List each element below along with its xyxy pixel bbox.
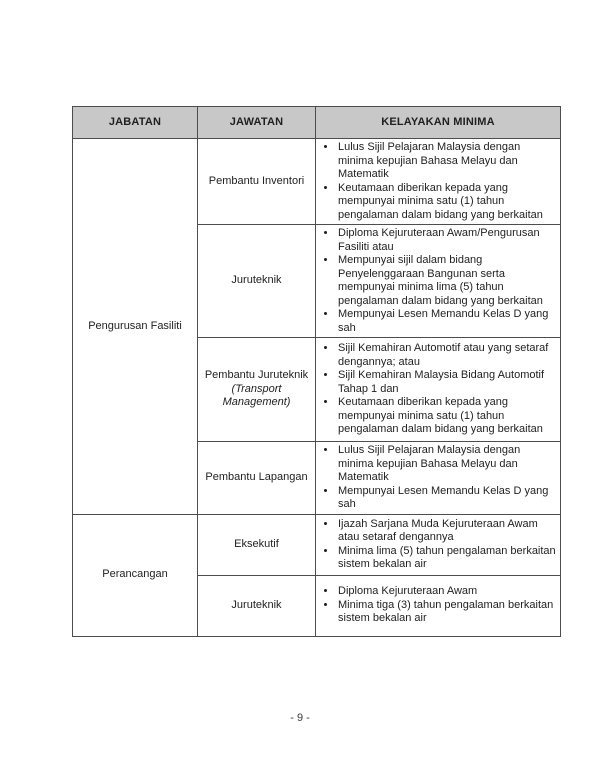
table-header-row [73,107,561,139]
header-kelayakan-minima: KELAYAKAN MINIMA [316,107,561,139]
requirement-item: • Mempunyai Lesen Memandu Kelas D yang sah [337,485,556,512]
jawatan-pembantu-lapangan: Pembantu Lapangan [198,442,316,515]
requirement-list [320,342,556,437]
kelayakan-cell [316,225,561,338]
requirement-list [320,585,556,626]
requirements-table [72,106,561,637]
header-jabatan: JABATAN [73,107,198,139]
requirement-item: • Ijazah Sarjana Muda Kejuruteraan Awam atau setaraf dengannya [337,518,556,545]
requirement-item: • Lulus Sijil Pelajaran Malaysia dengan minima kepujian Bahasa Melayu dan Matematik [337,141,556,182]
requirement-item: • Sijil Kemahiran Automotif atau yang setaraf dengannya; atau [337,342,556,369]
kelayakan-cell [316,139,561,225]
jabatan-perancangan: Perancangan [73,514,198,636]
jawatan-pembantu-inventori: Pembantu Inventori [198,139,316,225]
requirement-item: • Sijil Kemahiran Malaysia Bidang Automotif Tahap 1 dan [337,369,556,396]
requirement-item: • Keutamaan diberikan kepada yang mempunyai minima satu (1) tahun pengalaman dalam bidang yang berkaitan [337,182,556,223]
requirement-item: • Diploma Kejuruteraan Awam/Pengurusan Fasiliti atau [337,227,556,254]
requirement-item: • Minima tiga (3) tahun pengalaman berkaitan sistem bekalan air [337,599,556,626]
jawatan-juruteknik-perancangan: Juruteknik [198,575,316,636]
requirement-list [320,444,556,512]
requirement-item: • Keutamaan diberikan kepada yang mempunyai minima satu (1) tahun pengalaman dalam bidang yang berkaitan [337,396,556,437]
table-row [73,139,561,225]
requirement-item: • Mempunyai Lesen Memandu Kelas D yang sah [337,308,556,335]
requirement-list [320,227,556,335]
page-number: - 9 - [290,712,310,724]
jawatan-pembantu-juruteknik [198,338,316,442]
kelayakan-cell [316,338,561,442]
jawatan-title: Pembantu Juruteknik [204,369,309,382]
requirement-item: • Diploma Kejuruteraan Awam [337,585,556,599]
requirement-list [320,141,556,222]
header-jawatan: JAWATAN [198,107,316,139]
kelayakan-cell [316,575,561,636]
jawatan-note: (Transport Management) [222,382,291,409]
table-row [73,514,561,575]
requirement-item: • Lulus Sijil Pelajaran Malaysia dengan minima kepujian Bahasa Melayu dan Matematik [337,444,556,485]
requirement-item: • Mempunyai sijil dalam bidang Penyelenggaraan Bangunan serta mempunyai minima lima (5) tahun pengalaman dalam bidang yang berkaitan [337,254,556,308]
jabatan-pengurusan-fasiliti: Pengurusan Fasiliti [73,139,198,515]
requirement-item: • Minima lima (5) tahun pengalaman berkaitan sistem bekalan air [337,545,556,572]
kelayakan-cell [316,514,561,575]
jawatan-eksekutif: Eksekutif [198,514,316,575]
kelayakan-cell [316,442,561,515]
jawatan-juruteknik-fasiliti: Juruteknik [198,225,316,338]
requirement-list [320,518,556,572]
